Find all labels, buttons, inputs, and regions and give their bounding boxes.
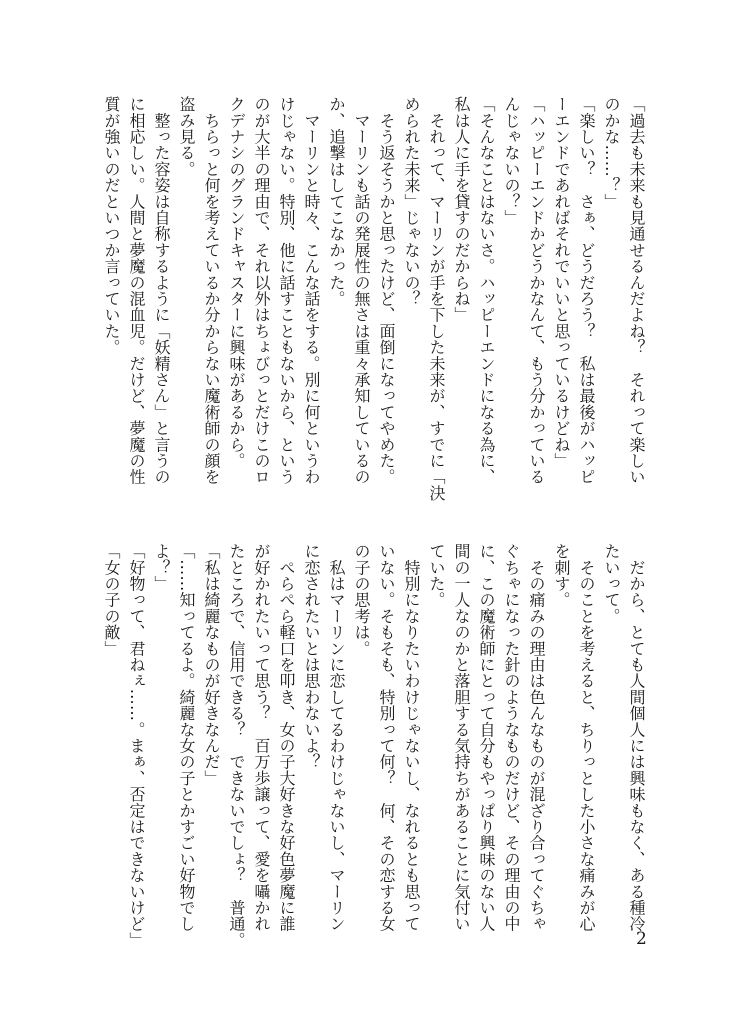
text-line: に相応しい。人間と夢魔の混血児。だけど、夢魔の性 <box>127 96 146 485</box>
text-line: マーリンと時々、こんな話をする。別に何というわ <box>302 96 321 485</box>
text-line: ぺらぺら軽口を叩き、女の子大好きな好色夢魔に誰 <box>277 543 296 932</box>
text-line: そう返そうかと思ったけど、面倒になってやめた。 <box>377 96 396 485</box>
text-line: マーリンも話の発展性の無さは重々承知しているの <box>352 96 371 485</box>
text-line: だから、とても人間個人には興味もなく、ある種冷 <box>627 543 646 932</box>
text-line: 私は人に手を貸すのだからね」 <box>452 96 471 323</box>
text-line: ていた。 <box>427 543 446 608</box>
text-line: の子の思考は。 <box>352 543 371 657</box>
text-line: が好かれたいって思う？ 百万歩譲って、愛を囁かれ <box>252 543 271 932</box>
text-line: 質が強いのだといつか言っていた。 <box>102 96 121 356</box>
text-line: のが大半の理由で、それ以外はちょびっとだけこのロ <box>252 96 271 485</box>
text-line: たいって。 <box>602 543 621 624</box>
text-line: のかな……？」 <box>602 96 621 210</box>
text-line: よ？」 <box>152 543 171 592</box>
page-number: 2 <box>636 929 647 949</box>
text-line: 「ハッピーエンドかどうかなんて、もう分かっている <box>527 96 546 485</box>
text-line: 「好物って、君ねぇ……。まぁ、否定はできないけど」 <box>127 543 146 948</box>
text-line: 「楽しい？ さぁ、どうだろう？ 私は最後がハッピ <box>577 96 596 485</box>
text-line: 「私は綺麗なものが好きなんだ」 <box>202 543 221 786</box>
text-line: 「女の子の敵」 <box>102 543 121 657</box>
text-block-top <box>99 96 649 501</box>
text-line: に恋されたいとは思わないよ？ <box>302 543 321 770</box>
text-line: 特別になりたいわけじゃないし、なれるとも思って <box>402 543 421 932</box>
text-line: ーエンドであればそれでいいと思っているけどね」 <box>552 96 571 469</box>
text-line: 「……知ってるよ。綺麗な女の子とかすごい好物でし <box>177 543 196 932</box>
text-line: ぐちゃになった針のようなものだけど、その理由の中 <box>502 543 521 932</box>
text-line: んじゃないの？」 <box>502 96 521 226</box>
text-line: たところで、信用できる？ できないでしょ？ 普通。 <box>227 543 246 948</box>
text-line: その痛みの理由は色んなものが混ざり合ってぐちゃ <box>527 543 546 932</box>
text-line: 盗み見る。 <box>177 96 196 177</box>
text-block-bottom <box>99 543 649 948</box>
text-line: か、追撃はしてこなかった。 <box>327 96 346 307</box>
text-line: そのことを考えると、ちりっとした小さな痛みが心 <box>577 543 596 932</box>
text-line: 「過去も未来も見通せるんだよね？ それって楽しい <box>627 96 646 485</box>
text-line: けじゃない。特別、他に話すこともないから、という <box>277 96 296 485</box>
text-line: 私はマーリンに恋してるわけじゃないし、マーリン <box>327 543 346 932</box>
text-line: 間の一人なのかと落胆する気持ちがあることに気付い <box>452 543 471 932</box>
text-line: 「そんなことはないさ。ハッピーエンドになる為に、 <box>477 96 496 485</box>
text-line: に、この魔術師にとって自分もやっぱり興味のない人 <box>477 543 496 932</box>
text-line: いない。そもそも、特別って何？ 何、その恋する女 <box>377 543 396 932</box>
text-line: クデナシのグランドキャスターに興味があるから。 <box>227 96 246 469</box>
text-line: を刺す。 <box>552 543 571 608</box>
text-line: ちらっと何を考えているか分からない魔術師の顔を <box>202 96 221 485</box>
text-line: められた未来」じゃないの？ <box>402 96 421 307</box>
text-line: 整った容姿は自称するように「妖精さん」と言うの <box>152 96 171 485</box>
text-line: それって、マーリンが手を下した未来が、すでに「決 <box>427 96 446 501</box>
